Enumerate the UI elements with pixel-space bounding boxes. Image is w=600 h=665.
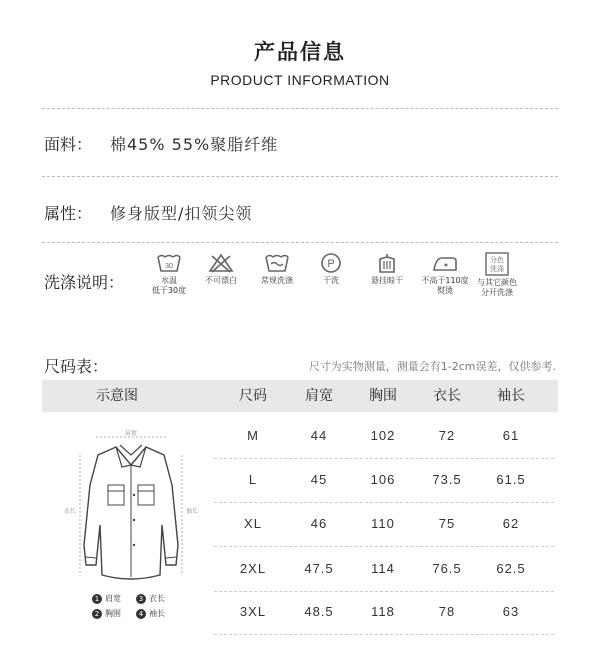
column-header: 示意图 (96, 388, 138, 404)
fabric-label: 面料： (44, 135, 93, 154)
measurement-cell: 73.5 (432, 472, 462, 487)
svg-text:30: 30 (165, 263, 173, 270)
wash-label: 常规洗涤 (261, 276, 293, 285)
measurement-cell: 110 (371, 516, 395, 531)
measurement-cell: 63 (502, 604, 520, 619)
measurement-cell: 78 (438, 604, 456, 619)
measurement-cell: 75 (438, 516, 456, 531)
measurement-cell: 44 (310, 428, 328, 443)
row-divider (214, 591, 554, 592)
wash-label: 悬挂晾干 (371, 276, 403, 285)
size-chart-note: 尺寸为实物测量，测量会有1-2cm误差，仅供参考. (308, 360, 556, 373)
row-divider (214, 502, 554, 503)
divider (42, 176, 558, 177)
size-cell: 3XL (239, 604, 267, 619)
measurement-cell: 72 (438, 428, 456, 443)
measurement-cell: 102 (370, 428, 396, 443)
divider (42, 108, 558, 109)
measurement-cell: 61 (502, 428, 520, 443)
legend-item: 3 衣长 (136, 593, 165, 604)
dry-clean-icon (318, 252, 344, 274)
svg-text:P: P (327, 258, 335, 270)
measurement-cell: 76.5 (432, 561, 462, 576)
iron-110-icon (431, 252, 459, 274)
diagram-label-left: 衣长 (63, 508, 77, 515)
row-divider (214, 546, 554, 547)
wash-label: 不高于110度 熨烫 (421, 276, 469, 295)
no-bleach-icon (208, 252, 234, 274)
svg-text:分色: 分色 (490, 256, 504, 264)
hand-wash-30-icon (156, 252, 182, 274)
size-cell: L (248, 472, 258, 487)
size-cell: XL (244, 516, 262, 531)
measurement-cell: 118 (371, 604, 395, 619)
measurement-cell: 62.5 (496, 561, 526, 576)
column-header: 衣长 (433, 388, 461, 404)
fabric-value: 棉45% 55%聚脂纤维 (110, 135, 279, 154)
page-subtitle: PRODUCT INFORMATION (210, 72, 390, 88)
row-divider (214, 634, 554, 635)
measurement-cell: 47.5 (304, 561, 334, 576)
size-table-header (42, 380, 558, 412)
attribute-value: 修身版型/扣领尖领 (110, 204, 253, 223)
diagram-label-top: 肩宽 (124, 430, 138, 437)
wash-label: 干洗 (323, 276, 339, 285)
legend-item: 1 肩宽 (92, 593, 121, 604)
hang-dry-icon (374, 252, 400, 274)
size-cell: M (247, 428, 259, 443)
attribute-label: 属性： (44, 204, 93, 223)
separate-wash-icon (484, 252, 510, 276)
column-header: 肩宽 (305, 388, 333, 404)
size-chart-title: 尺码表： (44, 357, 109, 376)
wash-label: 水温 低于30度 (151, 276, 187, 295)
column-header: 袖长 (497, 388, 525, 404)
page-title: 产品信息 (254, 40, 346, 64)
size-cell: 2XL (239, 561, 267, 576)
svg-text:洗涤: 洗涤 (490, 265, 504, 273)
wash-item (462, 252, 532, 298)
legend-item: 4 袖长 (136, 608, 165, 619)
divider (42, 242, 558, 243)
measurement-cell: 48.5 (304, 604, 334, 619)
measurement-cell: 106 (370, 472, 396, 487)
diagram-label-right: 袖长 (185, 508, 199, 515)
column-header: 胸围 (369, 388, 397, 404)
wash-label: 与其它颜色 分开洗涤 (477, 278, 517, 297)
legend-item: 2 胸围 (92, 608, 121, 619)
measurement-cell: 45 (310, 472, 328, 487)
measurement-cell: 62 (502, 516, 520, 531)
column-header: 尺码 (239, 388, 267, 404)
measurement-cell: 114 (371, 561, 395, 576)
measurement-cell: 61.5 (496, 472, 526, 487)
measurement-cell: 46 (310, 516, 328, 531)
wash-label: 不可漂白 (205, 276, 237, 285)
normal-wash-icon (264, 252, 290, 274)
washing-label: 洗涤说明： (44, 273, 125, 292)
shirt-diagram (62, 425, 200, 585)
row-divider (214, 458, 554, 459)
